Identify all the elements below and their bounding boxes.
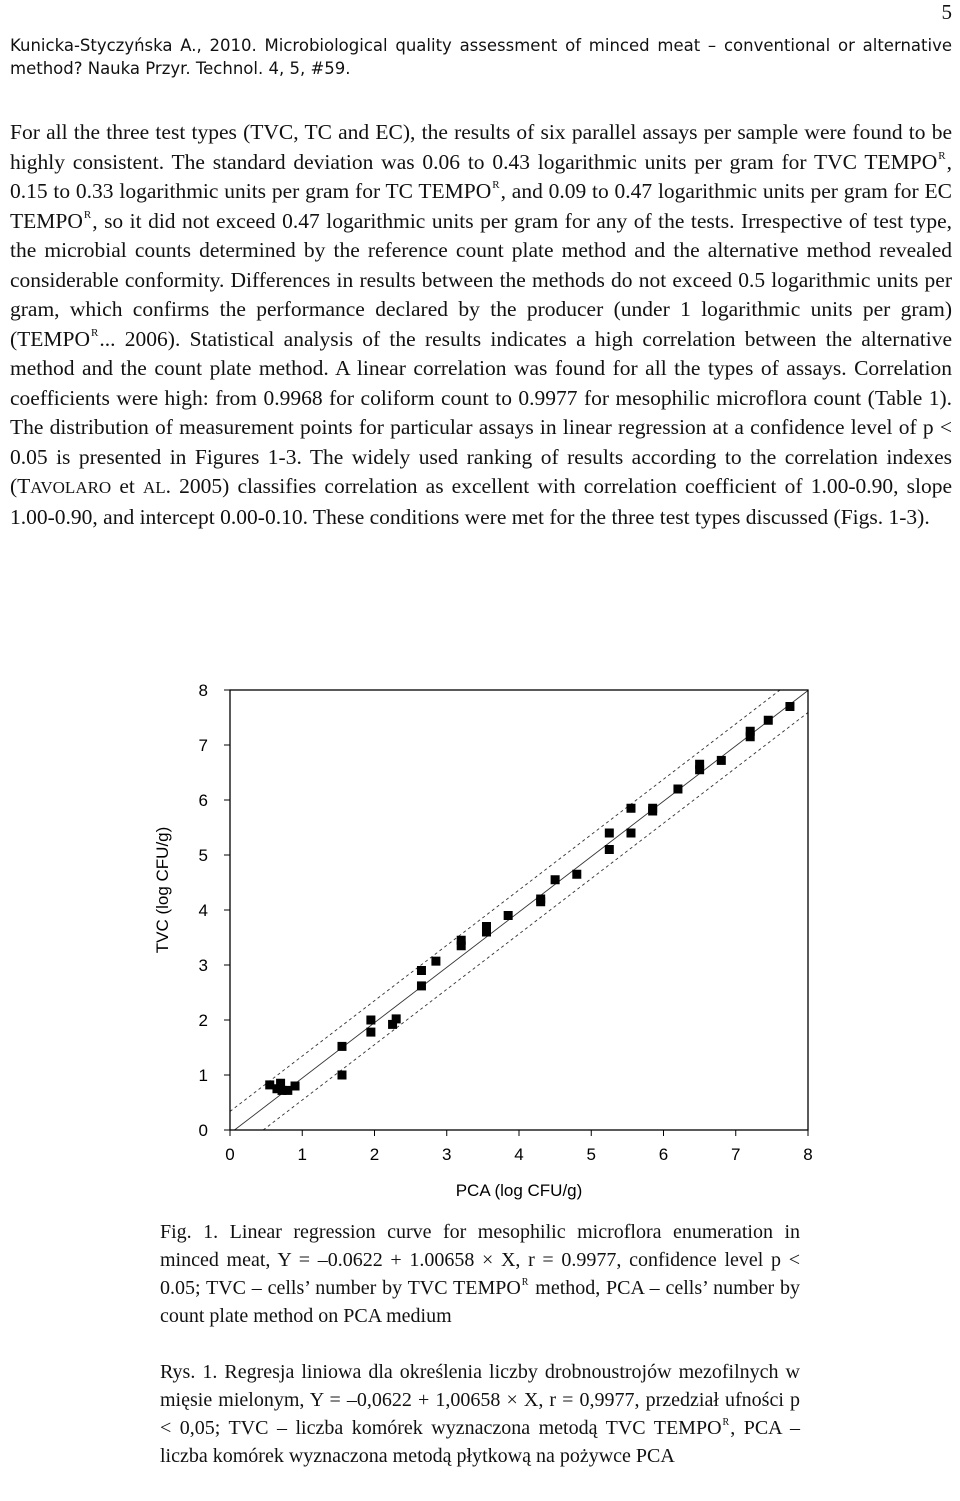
data-point bbox=[366, 1016, 375, 1025]
x-tick-label: 1 bbox=[297, 1145, 307, 1164]
upper-confidence-line bbox=[230, 690, 780, 1111]
data-point bbox=[695, 760, 704, 769]
data-point bbox=[337, 1042, 346, 1051]
data-point bbox=[366, 1028, 375, 1037]
x-tick-label: 0 bbox=[225, 1145, 235, 1164]
regression-chart bbox=[140, 670, 830, 1210]
data-point bbox=[392, 1014, 401, 1023]
data-point bbox=[417, 981, 426, 990]
data-point bbox=[605, 829, 614, 838]
body-text-part: , so it did not exceed 0.47 logarithmic units per gram for any of the tests. Irrespective of test type, the microbial counts determined by the reference count plate method and the alternative method revealed considerable conformity. Differences in results between the methods do not exceed 0.5 logarithmic units per gram, which confirms the performance declared by the producer (under 1 logarithmic units per gram) (TEMPO bbox=[10, 208, 952, 351]
data-point bbox=[504, 911, 513, 920]
x-tick-label: 7 bbox=[731, 1145, 741, 1164]
data-point bbox=[746, 727, 755, 736]
body-text-part: For all the three test types (TVC, TC and EC), the results of six parallel assays per sample were found to be highly consistent. The standard deviation was 0.06 to 0.43 logarithmic units per gram for TVC TEMPO bbox=[10, 120, 952, 174]
registered-mark: R bbox=[91, 326, 99, 339]
caption-text-part: Fig. 1. Linear regression curve for mesophilic microflora enumeration in minced meat, Y = –0.0622 + 1.00658 × X, r = 0.9977, confidence level p < 0.05; TVC – cells’ number by TVC TEMPO bbox=[160, 1221, 800, 1299]
caption-text-part: Rys. 1. Regresja liniowa dla określenia liczby drobnoustrojów mezofilnych w mięsie mielonym, Y = –0,0622 + 1,00658 × X, r = 0,9977, przedział ufności p < 0,05; TVC – liczba komórek wyznaczona metodą TVC TEMPO bbox=[160, 1361, 800, 1439]
figure-caption-pl bbox=[160, 1358, 800, 1470]
body-paragraph bbox=[10, 118, 952, 532]
x-tick-label: 4 bbox=[514, 1145, 524, 1164]
figure-1 bbox=[140, 670, 830, 1210]
registered-mark: R bbox=[83, 208, 92, 221]
citation-header: Kunicka-Styczyńska A., 2010. Microbiological quality assessment of minced meat – conventional or alternative method? Nauka Przyr. Technol. 4, 5, #59. bbox=[10, 36, 952, 78]
body-text-part: , 0.15 to 0.33 logarithmic units per gram for TC TEMPO bbox=[10, 149, 952, 203]
body-text-part: . 2005) classifies correlation as excellent with correlation coefficient of 1.00-0.90, slope 1.00-0.90, and intercept 0.00-0.10. These conditions were met for the three test types discussed (Figs. 1-3). bbox=[10, 474, 952, 529]
author-smallcaps: AVOLARO bbox=[30, 478, 112, 497]
author-smallcaps: AL bbox=[143, 478, 166, 497]
data-point bbox=[673, 785, 682, 794]
data-point bbox=[337, 1071, 346, 1080]
x-tick-label: 8 bbox=[803, 1145, 813, 1164]
data-point bbox=[431, 957, 440, 966]
caption-text-part: , PCA – liczba komórek wyznaczona metodą płytkową na pożywce PCA bbox=[160, 1417, 800, 1467]
data-point bbox=[605, 845, 614, 854]
y-tick-label: 1 bbox=[198, 1066, 208, 1085]
x-tick-label: 5 bbox=[586, 1145, 596, 1164]
data-point bbox=[551, 875, 560, 884]
y-tick-label: 5 bbox=[198, 846, 208, 865]
data-point bbox=[417, 966, 426, 975]
x-axis-label: PCA (log CFU/g) bbox=[455, 1181, 583, 1200]
data-point bbox=[717, 756, 726, 765]
registered-mark: R bbox=[938, 149, 946, 162]
caption-text-part: method, PCA – cells’ number by count plate method on PCA medium bbox=[160, 1277, 800, 1327]
page-number: 5 bbox=[941, 0, 952, 24]
data-point bbox=[291, 1082, 300, 1091]
registered-mark: R bbox=[521, 1277, 529, 1288]
y-tick-label: 3 bbox=[198, 956, 208, 975]
x-tick-label: 3 bbox=[442, 1145, 452, 1164]
body-text-part: ... 2006). Statistical analysis of the results indicates a high correlation between the alternative method and the count plate method. A linear correlation was found for all the types of assays. Correlation coefficients were high: from 0.9968 for coliform count to 0.9977 for mesophilic microflora count (Table 1). The distribution of measurement points for particular assays in linear regression at a confidence level of p < 0.05 is presented in Figures 1-3. The widely used ranking of results according to the correlation indexes (T bbox=[10, 326, 952, 498]
x-tick-label: 6 bbox=[658, 1145, 669, 1164]
data-point bbox=[626, 829, 635, 838]
y-axis-label: TVC (log CFU/g) bbox=[153, 826, 172, 954]
y-tick-label: 7 bbox=[198, 736, 208, 755]
body-text-part: , and 0.09 to 0.47 logarithmic units per gram for EC TEMPO bbox=[10, 179, 952, 233]
x-tick-label: 2 bbox=[369, 1145, 380, 1164]
registered-mark: R bbox=[492, 179, 500, 191]
body-text-part: et bbox=[111, 474, 143, 498]
data-point bbox=[457, 936, 466, 945]
data-point bbox=[648, 804, 657, 813]
data-point bbox=[764, 716, 773, 725]
registered-mark: R bbox=[722, 1417, 730, 1428]
data-point bbox=[536, 895, 545, 904]
data-point bbox=[482, 922, 491, 931]
figure-caption-en bbox=[160, 1218, 800, 1330]
y-tick-label: 4 bbox=[198, 901, 208, 920]
data-point bbox=[626, 804, 635, 813]
y-tick-label: 8 bbox=[198, 681, 208, 700]
data-point bbox=[785, 702, 794, 711]
data-point bbox=[572, 870, 581, 879]
lower-confidence-line bbox=[263, 713, 808, 1130]
y-tick-label: 6 bbox=[198, 791, 208, 810]
y-tick-label: 2 bbox=[198, 1011, 208, 1030]
y-tick-label: 0 bbox=[198, 1121, 208, 1140]
